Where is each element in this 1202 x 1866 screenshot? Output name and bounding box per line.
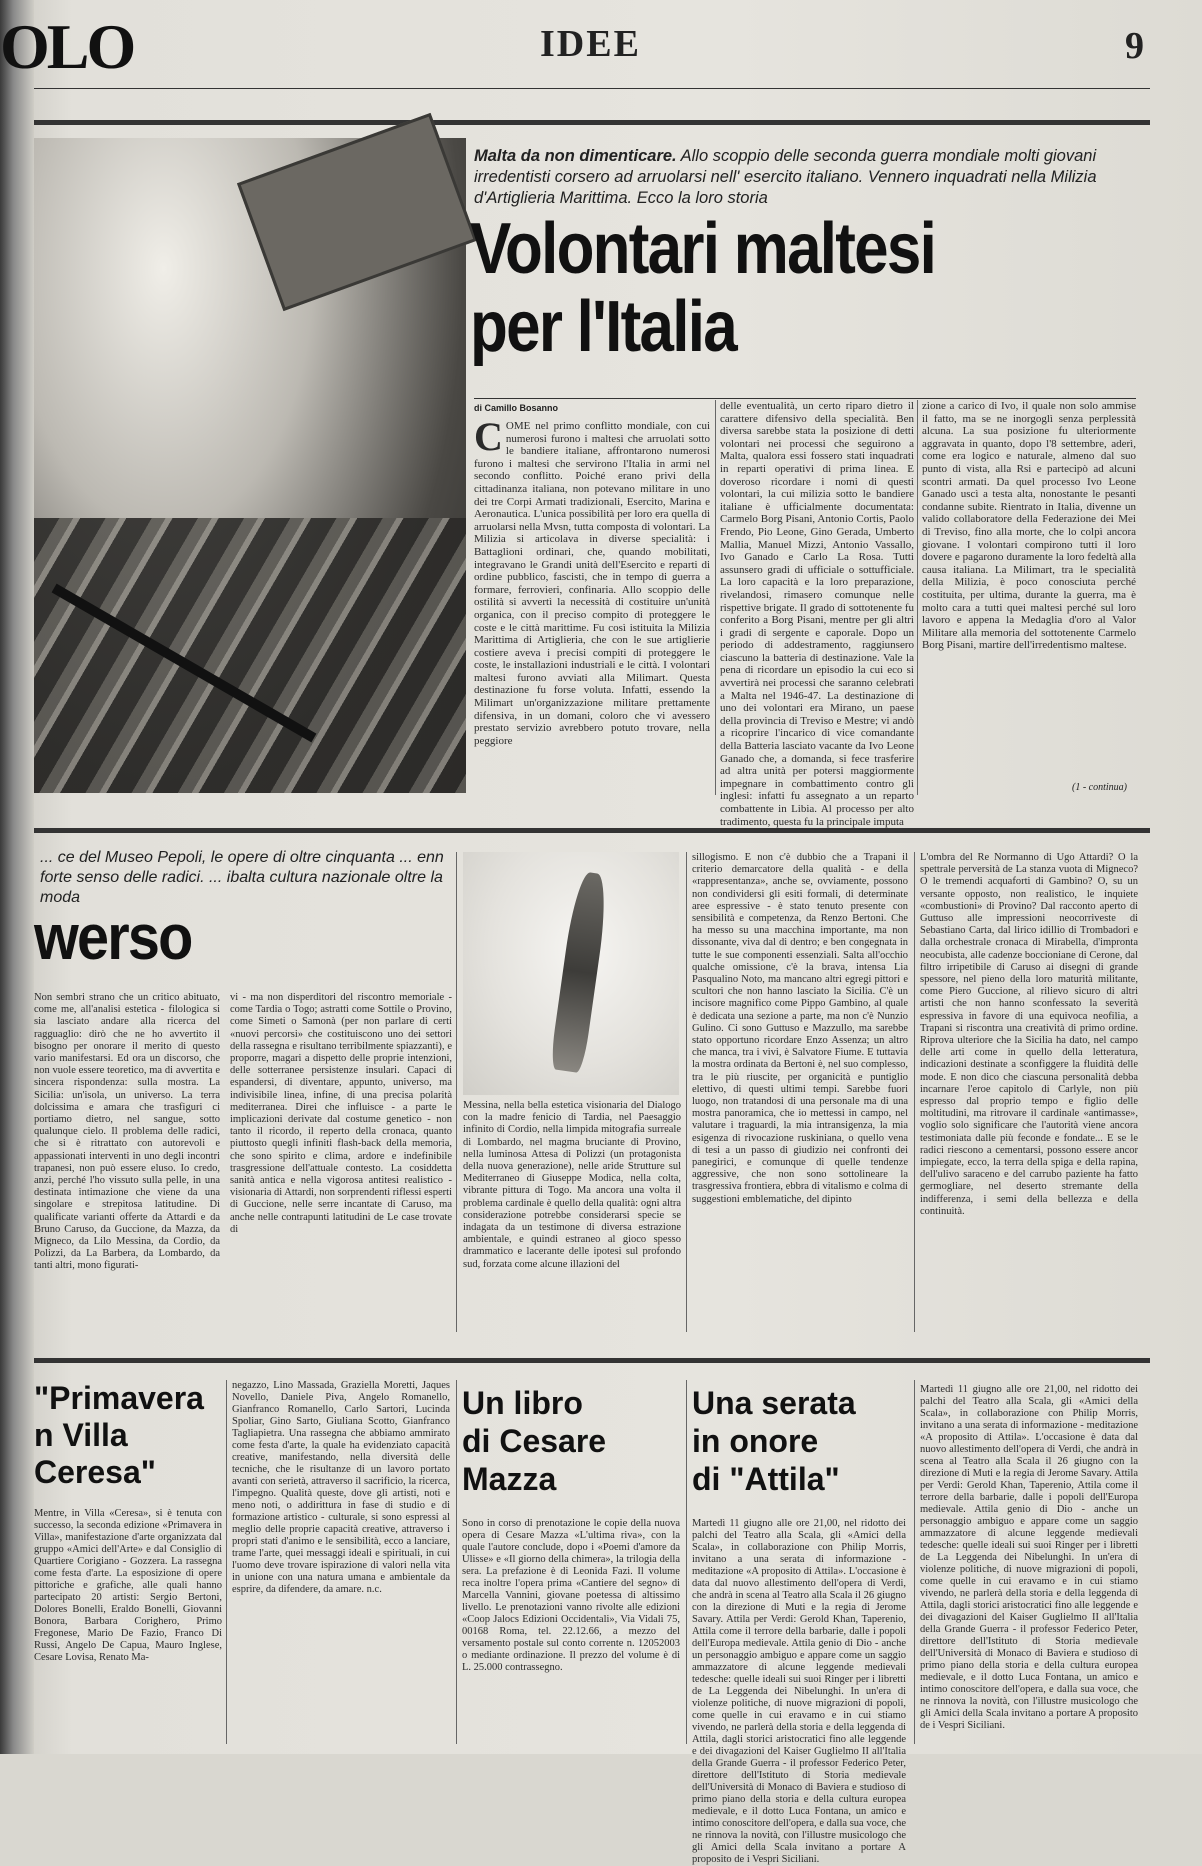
article-kicker	[474, 146, 1134, 209]
column-divider	[226, 1380, 227, 1744]
headline-line: Una serata	[692, 1385, 856, 1421]
column-divider	[914, 1380, 915, 1744]
primavera-column-1: Mentre, in Villa «Ceresa», si è tenuta con successo, la seconda edizione «Primavera in Villa», manifestazione d'arte organizzata dal gruppo «Amici dell'Arte» e dal Consiglio di Quartiere Corigiano - Gozzera. La rassegna come festa d'arte. La esposizione di opere pittoriche e grafiche, alle quali hanno partecipato 20 artisti: Sergio Bertoni, Dolores Bonelli, Eraldo Bonelli, Giovanni Bonora, Barbara Corighero, Primo Fregonese, Mario De Fazio, Franco Di Russi, Angelo De Capua, Mauro Inglese, Cesare Lovisa, Renato Ma-	[34, 1508, 222, 1663]
masthead-logo: OLO	[0, 11, 134, 82]
middle-column-2: vi - ma non disperditori del riscontro memoriale - come Tardia o Togo; astratti come Sottile o Provino, come Simeti o Samonà (per non parlare di certi «nuovi percorsi» che costituiscono uno dei settori della rassegna e risultano terribilmente spiazzanti), e proporre, magari a dispetto delle proprie intenzioni, delle sotterranee persistenze insulari. Capaci di espandersi, di diventare, appunto, universo, ma indivisibile linea, infine, di una precisa polarità mediterranea. Direi che influisce - a parte le implicazioni derivate dal costume genetico - non tanto il ricordo, il reperto della cronaca, quanto piuttosto quegli infiniti flash-back della memoria, che sono spirito e clima, ardore e indefinibile trasgressione dell'attuale contesto. La cosiddetta sanità antica e nella vigorosa antitesi realistico - visionaria di Attardi, non sorprendenti riflessi esperti di Guccione, nelle serre incantate di Caruso, ma anche nelle contrapunti latitudini de Le case trovate di	[230, 992, 452, 1235]
headline-line: Mazza	[462, 1461, 557, 1497]
attila-column-2: Martedì 11 giugno alle ore 21,00, nel ridotto dei palchi del Teatro alla Scala, gli «Amici della Scala», in collaborazione con Philip Morris, invitano a una serata di informazione - meditazione «A proposito di Attila». L'occasione è data dal nuovo allestimento dell'opera di Verdi, che andrà in scena al Teatro alla Scala il 26 giugno con la direzione di Muti e la regia di Jerome Savary. Attila per Verdi: Gerold Khan, Taperenio, Attila come il terrore della barbarie, dalle i popoli dell'Europa medievale. Attila genio di Dio - anche un personaggio ambiguo e appare come un saggio ammazzatore di alcune leggende medievali tedesche: quelle ideali sui suoi Ringer per i libretti de La Leggenda dei Nibelunghi. In un'era di violenze politiche, di nuove migrazioni di popoli, come quelle in cui eravamo e in cui stiamo vivendo, ne parlerà della storia e della leggenda di Attila, dagli storici aristocratici fino alle leggende e dei divagazioni del Kaiser Guglielmo II all'Italia della Grande Guerra - il professor Federico Peter, direttore dell'Istituto di Storia medievale dell'Università di Monaco di Baviera e studioso di primo piano della storia e della cultura europea medievale, e il dotto Luca Fontana, un amico e intimo conoscitore dell'opera, e dalla sua voce, che ne rinnova la novità, con l'illustre musicologo che gli Amici della Scala invitano a portare A proposito de i Vespri Siciliani.	[920, 1384, 1138, 1731]
column-divider	[917, 400, 918, 795]
book-binding-edge	[0, 0, 34, 1754]
article-column-2: delle eventualità, un certo riparo dietro il carattere difensivo della specialità. Ben diversa sarebbe stata la posizione di detti volontari nei processi che seguirono a Malta, qualora essi fossero stati inquadrati in reparti operativi di prima linea. E doveroso ricordare i nomi di questi volontari, la cui milizia sotto le bandiere italiane è ufficialmente documentata: Carmelo Borg Pisani, Antonio Cortis, Paolo Frendo, Pio Leone, Gino Gerada, Umberto Mallia, Manuel Mizzi, Antonio Vassallo, Ivo Ganado e Carlo La Rosa. Tutti assunsero gradi di ufficiale o sottufficiale. La loro capacità e la loro preparazione, rivelandosi, rimasero comunque nelle rispettive brigate. Il grado di sottotenente fu conferito a Borg Pisani, mentre per gli altri i gradi di sergente e caporale. Dopo un periodo di addestramento, raggiunsero ciascuno la batteria di destinazione. Vale la pena di ricordare un episodio la cui eco si avvertirà nei processi che saranno celebrati a Malta nel 1946-47. La destinazione di uno dei volontari era Mirano, un paese della provincia di Treviso e Mestre; vi andò a ricoprire l'incarico di vice comandante della Batteria lasciato vacante da Ivo Leone Ganado che, a domanda, si fece trasferire ad altra unità per potersi maggiormente impegnare in combattimento contro gli inglesi: infatti fu assegnato a un reparto combattente in Libia. Al processo per alto tradimento, questa fu la principale imputa	[720, 400, 914, 828]
article-column-1	[474, 414, 710, 792]
article-column-3: zione a carico di Ivo, il quale non solo ammise il fatto, ma se ne inorgoglì senza perplessità alcuna. La sua posizione fu ulteriormente aggravata in quanto, dopo l'8 settembre, aderì, come era logico e naturale, almeno dal suo punto di vista, alla Rsi e partecipò ad alcuni scontri armati. Da quel processo Ivo Leone Ganado uscì a testa alta, nonostante le pesanti condanne subite. Rientrato in Italia, divenne un valido collaboratore della Federazione dei Mei di Treviso, fino alla morte, che lo colpì ancora giovane. I volontari compirono tutti il loro dovere e pagarono duramente la loro fedeltà alla causa italiana. La Milimart, tra le specialità della Milizia, è poco conosciuta perché costituita, per ultima, durante la guerra, ma è molto cara a tutti quei maltesi perché sul loro lavoro e appena la Medaglia d'oro al Valor Militare alla memoria del sottotenente Carmelo Borg Pisani, martire dell'irredentismo maltese.	[922, 400, 1136, 652]
libro-headline	[462, 1384, 606, 1498]
photo-caption-column: Messina, nella bella estetica visionaria del Dialogo con la madre fenicio di Tardia, nel Paesaggio infinito di Cordio, nella limpida mitografia surreale di Lombardo, nel magma bruciante di Provino, nella luminosa Attesa di Polizzi (un protagonista della nuova generazione), nelle aride Strutture sul Mediterraneo di Giuseppe Modica, nella colta, vibrante pittura di Togo. Ma ancora una volta il problema cardinale è quello della qualità: ogni altra considerazione potrebbe considerarsi specie se indagata da un testimone di diversa estrazione ambientale, e quindi estraneo al gioco spesso drammatico e lacerante delle ipotesi sul profondo sud, forzata come alcune illazioni del	[463, 1100, 681, 1270]
middle-column-4: sillogismo. E non c'è dubbio che a Trapani il criterio demarcatore della qualità - e della «rappresentanza», anche se, ovviamente, possono non condividersi gli esiti formali, di determinate aree espressive - è stato tenuto presente con sensibilità e competenza, da Renzo Bertoni. Che ha messo su una macchina importante, ma non dissonante, viva dal di dentro; e ben congegnata in tutte le sue componenti essenziali. Salta all'occhio qualche omissione, c'è la brava, intensa Lia Pasqualino Noto, ma mancano altri egregi pittori e scultori che non hanno lasciato la Sicilia. C'è un incisore magnifico come Pippo Gambino, al quale è dedicata una sezione a parte, ma non c'è Nunzio Gulino. Ci sono Guttuso e Mazzullo, ma sarebbe stato opportuno ricordare Enzo Assenza; un altro che manca, tra i vivi, è Salvatore Fiume. E tuttavia la mostra ordinata da Bertoni è, nel suo complesso, tra le più riuscite, per organicità e puntiglio elettivo, di questi ultimi tempi. Sarebbe fuori luogo, non tratandosi di una personale ma di una mostra panoramica, che io mettessi in campo, nel valutare i traguardi, la mia intransigenza, la mia esigenza di rivocazione ruskiniana, o quello vena di tesi a un passo di giudizio nei confronti dei panegirici, e comunque di quelle tendenze aggressive, che non sono sottolineare la trasgressiva frontiera, ebbra di vitalismo e colma di suggestioni emblematiche, del dipinto	[692, 852, 908, 1205]
sculpture-figure-image	[549, 871, 611, 1074]
article-headline	[470, 210, 1020, 366]
column-divider	[715, 400, 716, 795]
headline-line-1: Volontari maltesi	[470, 209, 936, 289]
article-photo-queue	[34, 138, 466, 793]
page-number: 9	[1125, 25, 1144, 67]
byline: di Camillo Bosanno	[474, 403, 559, 413]
middle-divider	[34, 828, 1150, 833]
kicker-text: Allo scoppio delle seconda guerra mondiale molti giovani irredentisti corsero ad arruolarsi nell' esercito italiano. Vennero inquadrati nella Milizia d'Artiglieria Marittima. Ecco la loro storia	[474, 147, 1097, 207]
primavera-column-2: negazzo, Lino Massada, Graziella Moretti, Jaques Novello, Daniele Piva, Angelo Romanello, Gianfranco Romanello, Carlo Sartori, Lucinda Spoliar, Gino Sarto, Giuliana Scotto, Gianfranco Tagliapietra. Una rassegna che abbiamo ammirato come festa d'arte, la quale ha evidenziato capacità creative, manifestando, nella diversità delle tecniche, che le risultanze di un lavoro portato avanti con serietà, attraverso il sacrificio, la ricerca, l'impegno. Qualità queste, dove gli artisti, noti e meno noti, o addirittura in fase di studio e di formazione artistico - culturale, si sono espressi al meglio delle proprie capacità creative, attraverso i propri stati d'animo e le sensibilità, ecco a lanciare, trame l'arte, quei messaggi ideali e spirituali, in cui l'uomo deve trovare ispirazione di valori nella vita in unione con una natura umana e ambientale da esprire, da difendere, da amare. n.c.	[232, 1380, 450, 1595]
crowd-image	[34, 518, 466, 793]
middle-kicker: ... ce del Museo Pepoli, le opere di oltre cinquanta ... enn forte senso delle radici. ... ibalta cultura nazionale oltre la moda	[40, 849, 444, 906]
middle-column-1: Non sembri strano che un critico abituato, come me, all'analisi estetica - filologica si sia lasciato andare alla ricerca del ragguaglio: dirò che ne ho avvertito il bisogno per onorare il merito di questo vario manifestarsi. Ed ora un discorso, che non vuole essere teoretico, ma di avvertita e sincera rispondenza: sulla mostra. La Sicilia: un'isola, un universo. La terra dolcissima e amara che trasfiguri ci portiamo dietro, nel sangue, sotto qualunque cielo. Il problema delle radici, che si è ritrattato con autorevoli e appassionati interventi in uno degli incontri trapanesi, non può essere eluso. Io credo, anzi, perché l'ho vissuto sulla pelle, in una destinata intimazione che viene da una singolare e strepitosa latitudine. Di qualificate varianti offerte da Attardi e da Bruno Caruso, da Guccione, da Mazza, da Migneco, da Lilo Messina, da Cordio, da Polizzi, da La Barbera, da Lombardo, da tanti altri, mono figurati-	[34, 992, 220, 1272]
column-text: OME nel primo conflitto mondiale, con cui numerosi furono i maltesi che arruolati sotto le bandiere italiane, affrontarono numerosi furono i maltesi che servirono l'Italia in armi nel secondo conflitto. Poiché erano privi della cittadinanza italiana, non potevano militare in uno dei tre Corpi Armati tradizionali, Esercito, Marina e Aeronautica. L'unica possibilità per loro era quella di arruolarsi nella Mvsn, tutta composta di volontari. La Milizia si articolava in diverse specialità: i Battaglioni ordinari, che, quando mobilitati, integravano le Grandi unità dell'Esercito e reparti di ordine pubblico, fascisti, che in tempo di guerra a formare, ferrovieri, confinaria. Allo scoppio delle ostilità si avvertì la necessità di costituire un'unità organica, con il preciso compito di proteggere le coste e le città marittime. Fu così istituita la Milizia Marittima di Artiglieria, che con le sue artiglierie costiere aveva i precisi compiti di proteggere le coste, le installazioni industriali e le città. I volontari maltesi furono avviati alla Milimart. Questa destinazione fu forse voluta. Infatti, essendo la Milimart un'organizzazione militare prettamente difensiva, in un domani, coloro che vi avessero prestato servizio avrebbero potuto trovare, nella peggiore	[474, 420, 710, 747]
primavera-headline	[34, 1380, 204, 1491]
drop-cap: C	[474, 414, 503, 459]
libro-column: Sono in corso di prenotazione le copie della nuova opera di Cesare Mazza «L'ultima riva», con la quale l'autore conclude, dopo i «Poemi d'amore da Ulisse» e «Il giorno della chimera», la trilogia della sera. La prefazione è di Leonida Fazi. Il volume reca inoltre l'opera prima «Cantiere del segno» di Marcella Vannini, giovane poetessa di altissimo livello. Le prenotazioni vanno rivolte alle edizioni «Coop Jalocs Edizioni Occidentali», Via Vidali 75, 00168 Roma, tel. 22.12.66, a mezzo del versamento postale sul conto corrente n. 12052003 o mediante ordinazione. Il prezzo del volume è di L. 25.000 contrassegno.	[462, 1518, 680, 1673]
column-divider	[456, 1380, 457, 1744]
attila-headline	[692, 1384, 856, 1498]
headline-line: Un libro	[462, 1385, 583, 1421]
headline-line: di "Attila"	[692, 1461, 840, 1497]
kicker-bold: Malta da non dimenticare.	[474, 147, 677, 165]
section-label: IDEE	[540, 23, 641, 65]
headline-line: Ceresa"	[34, 1454, 156, 1490]
byline-rule	[474, 398, 1136, 399]
column-divider	[914, 852, 915, 1332]
headline-line: in onore	[692, 1423, 819, 1459]
continued-note: (1 - continua)	[1072, 782, 1127, 793]
headline-line: di Cesare	[462, 1423, 607, 1459]
column-divider	[686, 852, 687, 1332]
bottom-divider	[34, 1358, 1150, 1363]
header-rule	[34, 88, 1150, 89]
column-divider	[456, 852, 457, 1332]
top-divider	[34, 120, 1150, 125]
headline-line: "Primavera	[34, 1380, 204, 1416]
middle-column-5: L'ombra del Re Normanno di Ugo Attardi? O la spettrale perversità de La stanza vuota di Migneco? O le tremendi acquaforti di Gambino? O, su un versante opposto, non realistico, le inquiete «combustioni» di Provino? Dal racconto aperto di Guttuso alle impressioni neocorriveste di Sebastiano Carta, dal lirico idillio di Trombadori e dalla orchestrale cronaca di Mirabella, d'impronta neocubista, alle cadenze boccioniane di Cerone, dal filtro irripetibile di Caruso ai disegni di grande spessore, nel pieno della loro maturità militante, come Piero Guccione, al rilievo sicuro di altri artisti che non hanno sconfessato la severità espressiva in favore di una equivoca neofilia, a Trapani si riscontra una creatività di primo ordine. Riprova ulteriore che la Sicilia ha dato, nel campo delle arti come in quello della letteratura, indicazioni destinate a sconfiggere la fluidità delle mode. E non dico che ciascuna personalità debba incarnare l'eroe capitolo di Carlyle, non più espresso dal proprio tempo e figlio delle moltitudini, ma ritrovare il cardinale «antimasse», voglio solo significare che l'autorità viene ancora testimoniata dalle più feconde e fondate... E se le radici riescono a cementarsi, possono essere ancor impiegate, ecco, la terra della spiga e della rapina, dell'ulivo saraceno e del carrubo paziente ha fatto germogliare, nel deserto stremante della indifferenza, i semi della bellezza e della continuità.	[920, 852, 1138, 1217]
office-sign-image	[237, 113, 477, 311]
middle-headline: werso	[34, 901, 192, 973]
headline-line-2: per l'Italia	[470, 287, 736, 367]
headline-line: n Villa	[34, 1417, 128, 1453]
attila-column-1: Martedì 11 giugno alle ore 21,00, nel ridotto dei palchi del Teatro alla Scala, gli «Amici della Scala», in collaborazione con Philip Morris, invitano a una serata di informazione - meditazione «A proposito di Attila». L'occasione è data dal nuovo allestimento dell'opera di Verdi, che andrà in scena al Teatro alla Scala il 26 giugno con la direzione di Muti e la regia di Jerome Savary. Attila per Verdi: Gerold Khan, Taperenio, Attila come il terrore della barbarie, dalle i popoli dell'Europa medievale. Attila genio di Dio - anche un personaggio ambiguo e appare come un saggio ammazzatore di alcune leggende medievali tedesche: quelle ideali sui suoi Ringer per i libretti de La Leggenda dei Nibelunghi. In un'era di violenze politiche, di nuove migrazioni di popoli, come quelle in cui eravamo e in cui stiamo vivendo, ne parlerà della storia e della leggenda di Attila, dagli storici aristocratici fino alle leggende e dei divagazioni del Kaiser Guglielmo II all'Italia della Grande Guerra - il professor Federico Peter, direttore dell'Istituto di Storia medievale dell'Università di Monaco di Baviera e studioso di primo piano della storia e della cultura europea medievale, e il dotto Luca Fontana, un amico e intimo conoscitore dell'opera, e dalla sua voce, che ne rinnova la novità, con l'illustre musicologo che gli Amici della Scala invitano a portare A proposito de i Vespri Siciliani.	[692, 1518, 906, 1865]
column-divider	[686, 1380, 687, 1744]
artwork-photo	[463, 852, 679, 1095]
